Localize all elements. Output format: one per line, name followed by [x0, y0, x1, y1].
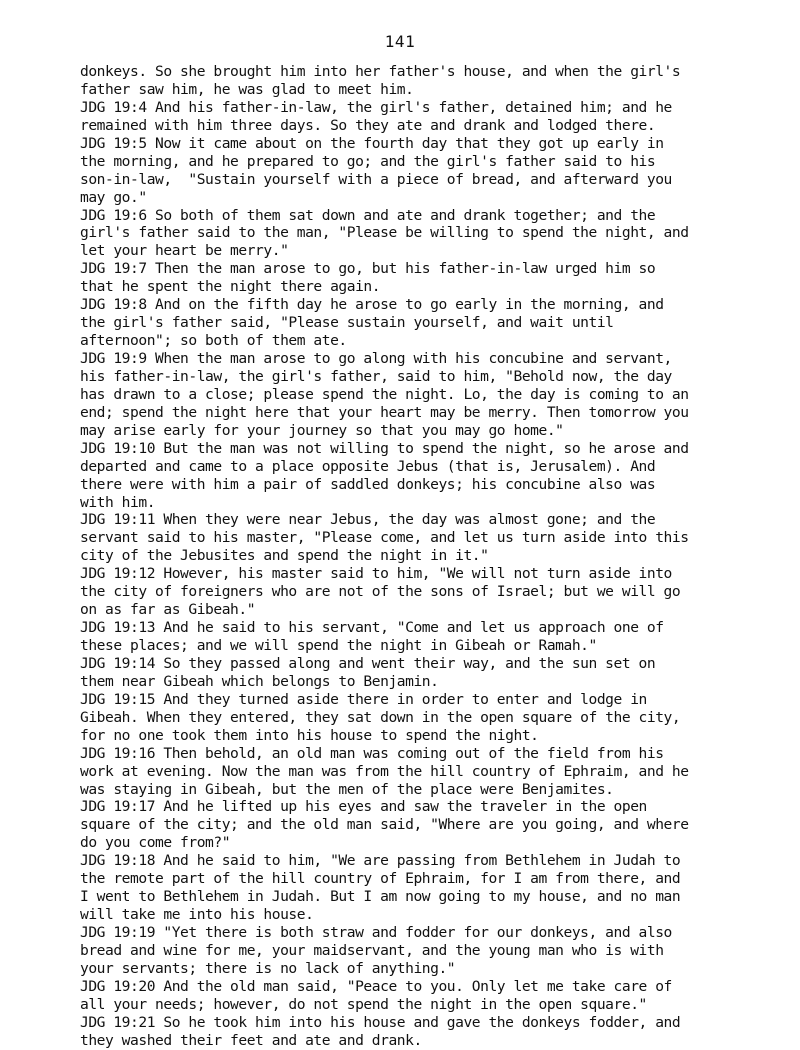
text-line: JDG 19:21 So he took him into his house and gave the donkeys fodder, and	[80, 1013, 681, 1031]
text-line: that he spent the night there again.	[80, 278, 381, 296]
text-line: JDG 19:10 But the man was not willing to spend the night, so he arose and	[80, 439, 689, 457]
text-line: them near Gibeah which belongs to Benjamin.	[80, 672, 439, 690]
text-line: the remote part of the hill country of Ephraim, for I am from there, and	[80, 870, 681, 888]
text-line: JDG 19:11 When they were near Jebus, the day was almost gone; and the	[80, 511, 656, 529]
text-line: remained with him three days. So they ate and drank and lodged there.	[80, 116, 656, 134]
text-line: JDG 19:15 And they turned aside there in order to enter and lodge in	[80, 690, 647, 708]
text-line: may go."	[80, 188, 147, 206]
text-line: departed and came to a place opposite Jebus (that is, Jerusalem). And	[80, 457, 656, 475]
text-line: these places; and we will spend the night in Gibeah or Ramah."	[80, 637, 597, 654]
text-line: may arise early for your journey so that you may go home."	[80, 421, 564, 439]
text-line: JDG 19:12 However, his master said to him, "We will not turn aside into	[80, 565, 672, 583]
text-line: all your needs; however, do not spend the night in the open square."	[80, 995, 647, 1013]
text-line: has drawn to a close; please spend the night. Lo, the day is coming to an	[80, 385, 689, 403]
text-line: there were with him a pair of saddled donkeys; his concubine also was	[80, 475, 656, 493]
scripture-text	[80, 63, 792, 1050]
text-line: afternoon"; so both of them ate.	[80, 332, 347, 350]
text-line: JDG 19:16 Then behold, an old man was coming out of the field from his	[80, 744, 664, 762]
text-line: JDG 19:18 And he said to him, "We are passing from Bethlehem in Judah to	[80, 852, 681, 870]
text-line: with him.	[80, 493, 156, 511]
text-line: city of the Jebusites and spend the night in it."	[80, 547, 489, 565]
text-line: donkeys. So she brought him into her father's house, and when the girl's	[80, 63, 681, 80]
text-line: JDG 19:9 When the man arose to go along with his concubine and servant,	[80, 350, 672, 367]
text-line: JDG 19:6 So both of them sat down and ate and drank together; and the	[80, 206, 656, 224]
page-number: 141	[384, 32, 416, 51]
text-line: was staying in Gibeah, but the men of the place were Benjamites.	[80, 780, 614, 798]
text-line: JDG 19:19 "Yet there is both straw and fodder for our donkeys, and also	[80, 924, 672, 941]
text-line: JDG 19:17 And he lifted up his eyes and saw the traveler in the open	[80, 798, 647, 816]
text-line: I went to Bethlehem in Judah. But I am now going to my house, and no man	[80, 888, 681, 906]
text-line: son-in-law, "Sustain yourself with a piece of bread, and afterward you	[80, 170, 672, 188]
text-line: do you come from?"	[80, 834, 231, 852]
text-line: servant said to his master, "Please come, and let us turn aside into this	[80, 529, 689, 547]
text-line: work at evening. Now the man was from the hill country of Ephraim, and he	[80, 762, 689, 780]
text-line: girl's father said to the man, "Please be willing to spend the night, and	[80, 224, 689, 242]
text-line: the morning, and he prepared to go; and the girl's father said to his	[80, 152, 656, 170]
text-line: Gibeah. When they entered, they sat down in the open square of the city,	[80, 708, 681, 726]
text-line: JDG 19:5 Now it came about on the fourth day that they got up early in	[80, 134, 664, 152]
text-line: on as far as Gibeah."	[80, 601, 256, 619]
text-line: bread and wine for me, your maidservant, and the young man who is with	[80, 941, 664, 959]
text-line: will take me into his house.	[80, 906, 314, 924]
text-line: JDG 19:8 And on the fifth day he arose to go early in the morning, and	[80, 296, 664, 314]
text-line: JDG 19:20 And the old man said, "Peace to you. Only let me take care of	[80, 977, 672, 995]
text-line: his father-in-law, the girl's father, said to him, "Behold now, the day	[80, 367, 672, 385]
text-line: the city of foreigners who are not of the sons of Israel; but we will go	[80, 583, 681, 601]
text-line: JDG 19:13 And he said to his servant, "Come and let us approach one of	[80, 619, 664, 637]
text-line: the girl's father said, "Please sustain yourself, and wait until	[80, 314, 614, 332]
text-line: your servants; there is no lack of anything."	[80, 959, 456, 977]
text-line: let your heart be merry."	[80, 242, 289, 260]
text-line: for no one took them into his house to spend the night.	[80, 726, 539, 744]
text-line: they washed their feet and ate and drank.	[80, 1031, 422, 1049]
text-line: end; spend the night here that your heart may be merry. Then tomorrow you	[80, 403, 689, 421]
text-line: JDG 19:7 Then the man arose to go, but his father-in-law urged him so	[80, 260, 656, 278]
text-line: JDG 19:4 And his father-in-law, the girl's father, detained him; and he	[80, 98, 672, 116]
text-line: square of the city; and the old man said, "Where are you going, and where	[80, 816, 689, 834]
text-line: father saw him, he was glad to meet him.	[80, 80, 414, 98]
text-line: JDG 19:14 So they passed along and went their way, and the sun set on	[80, 654, 656, 672]
